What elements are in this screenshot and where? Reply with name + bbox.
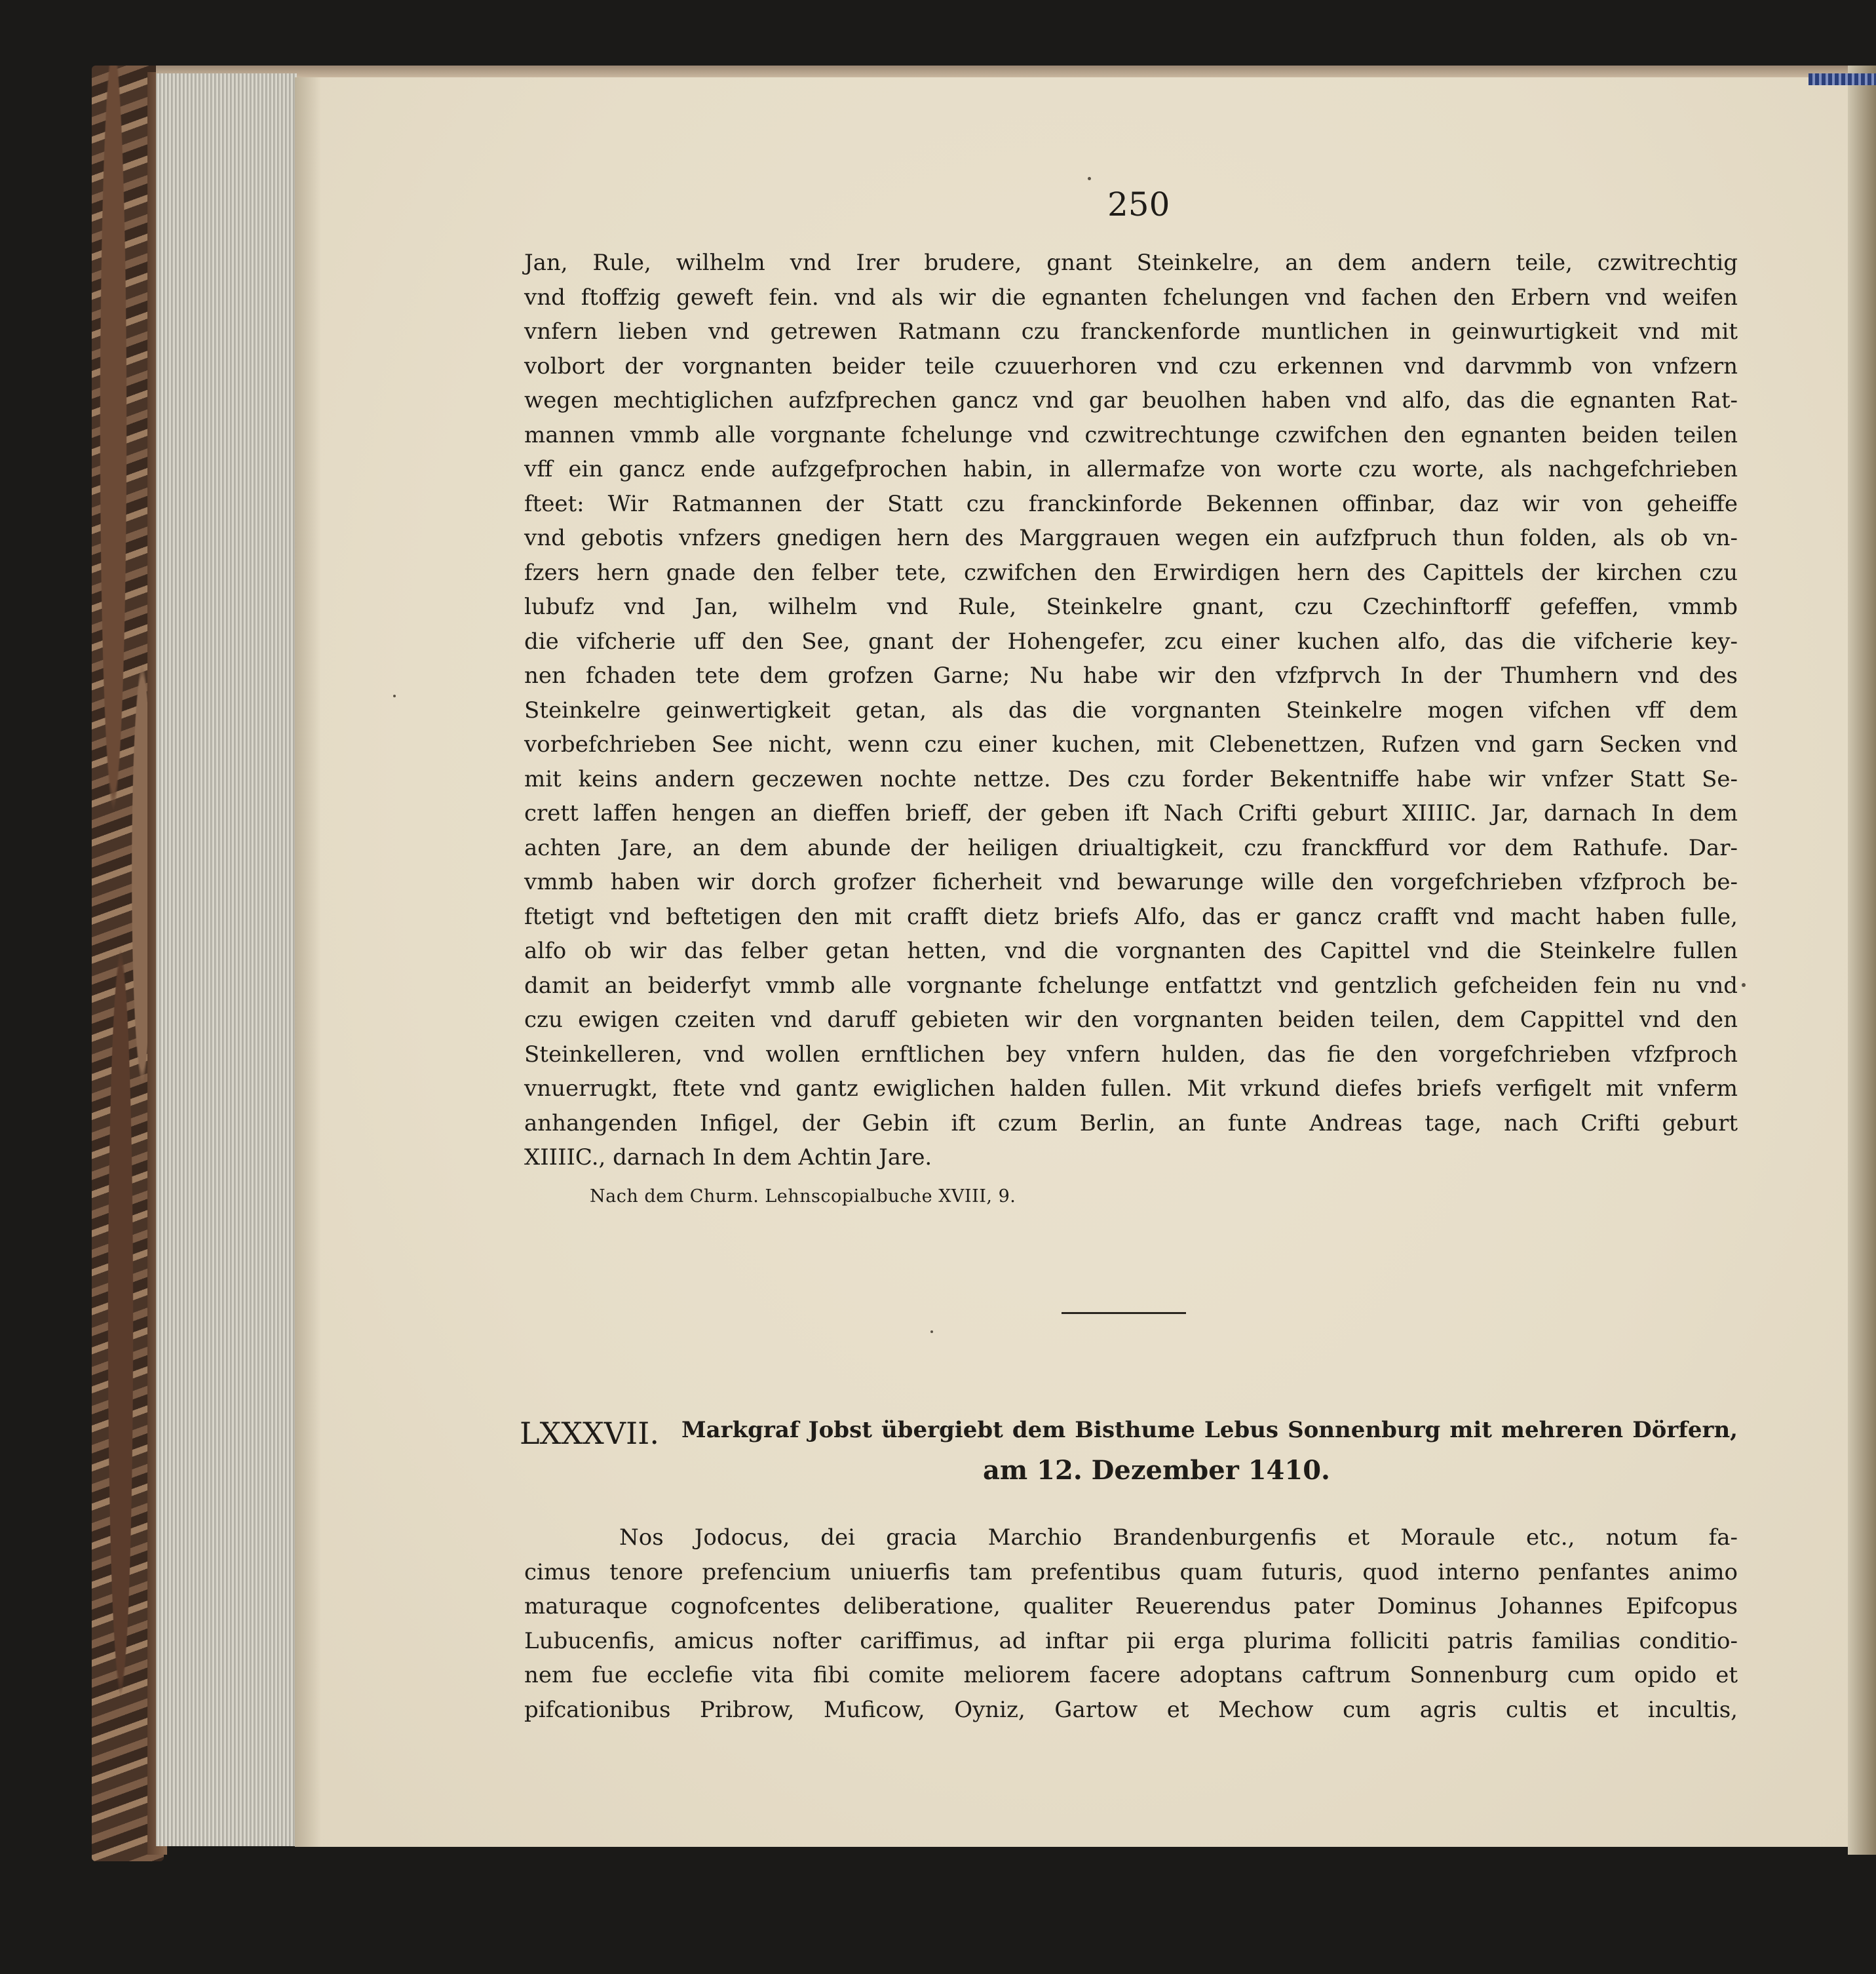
page-gutter-shadow <box>295 77 321 1847</box>
text-line: nen fchaden tete dem grofzen Garne; Nu habe wir den vfzfprvch In der Thumhern vnd des <box>524 663 1738 689</box>
text-line: Steinkelre geinwertigkeit getan, als das die vorgnanten Steinkelre mogen vifchen vff dem <box>524 697 1738 724</box>
text-line: damit an beiderfyt vmmb alle vorgnante fchelunge entfattzt vnd gentzlich gefcheiden fein nu vnd <box>524 972 1738 999</box>
text-line: vnfern lieben vnd getrewen Ratmann czu franckenforde muntlichen in geinwurtigkeit vnd mit <box>524 319 1738 345</box>
text-line: fteet: Wir Ratmannen der Statt czu franckinforde Bekennen offinbar, daz wir von geheiffe <box>524 490 1738 517</box>
text-line: vnd gebotis vnfzers gnedigen hern des Marggrauen wegen ein aufzfpruch thun folden, als ob vn- <box>524 525 1738 551</box>
text-line: vff ein gancz ende aufzgefprochen habin, in allermafze von worte czu worte, als nachgefchrieben <box>524 456 1738 482</box>
text-line: Jan, Rule, wilhelm vnd Irer brudere, gnant Steinkelre, an dem andern teile, czwitrechtig <box>524 250 1738 276</box>
document-date: am 12. Dezember 1410. <box>983 1455 1330 1486</box>
text-line: vmmb haben wir dorch grofzer ficherheit vnd bewarunge wille den vorgefchrieben vfzfproch be- <box>524 869 1738 895</box>
text-line: wegen mechtiglichen aufzfprechen gancz vnd gar beuolhen haben vnd alfo, das die egnanten Rat- <box>524 387 1738 414</box>
text-line: lubufz vnd Jan, wilhelm vnd Rule, Steinkelre gnant, czu Czechinftorff gefeffen, vmmb <box>524 594 1738 620</box>
text-line: fzers hern gnade den felber tete, czwifchen den Erwirdigen hern des Capittels der kirchen czu <box>524 559 1738 586</box>
text-line: Steinkelleren, vnd wollen ernftlichen bey vnfern hulden, das fie den vorgefchrieben vfzfproch <box>524 1041 1738 1068</box>
text-line: volbort der vorgnanten beider teile czuuerhoren vnd czu erkennen vnd darvmmb von vnfzern <box>524 353 1738 379</box>
charter-text <box>524 1520 1738 1727</box>
paper-speck <box>1088 177 1091 180</box>
text-line: Lubucenfis, amicus nofter cariffimus, ad inftar pii erga plurima folliciti patris familias conditio- <box>524 1627 1738 1654</box>
text-line: mannen vmmb alle vorgnante fchelunge vnd czwitrechtunge czwifchen den egnanten beiden teilen <box>524 421 1738 448</box>
text-line: pifcationibus Pribrow, Muficow, Oyniz, Gartow et Mechow cum agris cultis et incultis, <box>524 1696 1738 1723</box>
source-note: Nach dem Churm. Lehnscopialbuche XVIII, 9. <box>590 1186 1016 1207</box>
text-line: XIIIIC., darnach In dem Achtin Jare. <box>524 1144 932 1171</box>
paper-speck <box>1742 983 1746 987</box>
text-line: crett laffen hengen an dieffen brieff, der geben ift Nach Crifti geburt XIIIIC. Jar, darnach In dem <box>524 800 1738 826</box>
paper-speck <box>393 695 396 697</box>
text-line: czu ewigen czeiten vnd daruff gebieten wir den vorgnanten beiden teilen, dem Cappittel vnd den <box>524 1007 1738 1033</box>
text-line: achten Jare, an dem abunde der heiligen driualtigkeit, czu franckffurd vor dem Rathufe. Dar- <box>524 834 1738 861</box>
text-line: anhangenden Infigel, der Gebin ift czum Berlin, an funte Andreas tage, nach Crifti geburt <box>524 1110 1738 1136</box>
paper-speck <box>930 1330 933 1333</box>
page-stack-top-edge <box>156 66 1860 77</box>
document-number: LXXXVII. <box>520 1416 659 1451</box>
text-line: maturaque cognofcentes deliberatione, qualiter Reuerendus pater Dominus Johannes Epifcopus <box>524 1593 1738 1619</box>
text-line: nem fue ecclefie vita fibi comite meliorem facere adoptans caftrum Sonnenburg cum opido et <box>524 1662 1738 1688</box>
text-line: die vifcherie uff den See, gnant der Hohengefer, zcu einer kuchen alfo, das die vifcherie key- <box>524 628 1738 655</box>
section-divider <box>1062 1312 1186 1314</box>
text-line: Nos Jodocus, dei gracia Marchio Brandenburgenfis et Moraule etc., notum fa- <box>619 1524 1738 1551</box>
text-line: mit keins andern geczewen nochte nettze. Des czu forder Bekentniffe habe wir vnfzer Statt Se- <box>524 765 1738 792</box>
document-heading: Markgraf Jobst übergiebt dem Bisthume Lebus Sonnenburg mit mehreren Dörfern, <box>681 1417 1738 1443</box>
text-line: vnuerrugkt, ftete vnd gantz ewiglichen halden fullen. Mit vrkund diefes briefs verfigelt mit vnferm <box>524 1075 1738 1102</box>
page-stack-fore-edge <box>156 73 297 1846</box>
charter-text-continued <box>524 246 1738 1175</box>
bookmark-strip <box>1809 73 1876 85</box>
text-line: alfo ob wir das felber getan hetten, vnd die vorgnanten des Capittel vnd die Steinkelre fullen <box>524 938 1738 964</box>
text-line: vnd ftoffzig geweft fein. vnd als wir die egnanten fchelungen vnd fachen den Erbern vnd weifen <box>524 284 1738 311</box>
text-line: ftetigt vnd beftetigen den mit crafft dietz briefs Alfo, das er gancz crafft vnd macht haben fulle, <box>524 903 1738 930</box>
facing-page-edge <box>1848 66 1876 1855</box>
page-number: 250 <box>1107 185 1170 223</box>
text-line: cimus tenore prefencium uniuerfis tam prefentibus quam futuris, quod interno penfantes animo <box>524 1558 1738 1585</box>
text-line: vorbefchrieben See nicht, wenn czu einer kuchen, mit Clebenettzen, Rufzen vnd garn Secken vnd <box>524 731 1738 758</box>
